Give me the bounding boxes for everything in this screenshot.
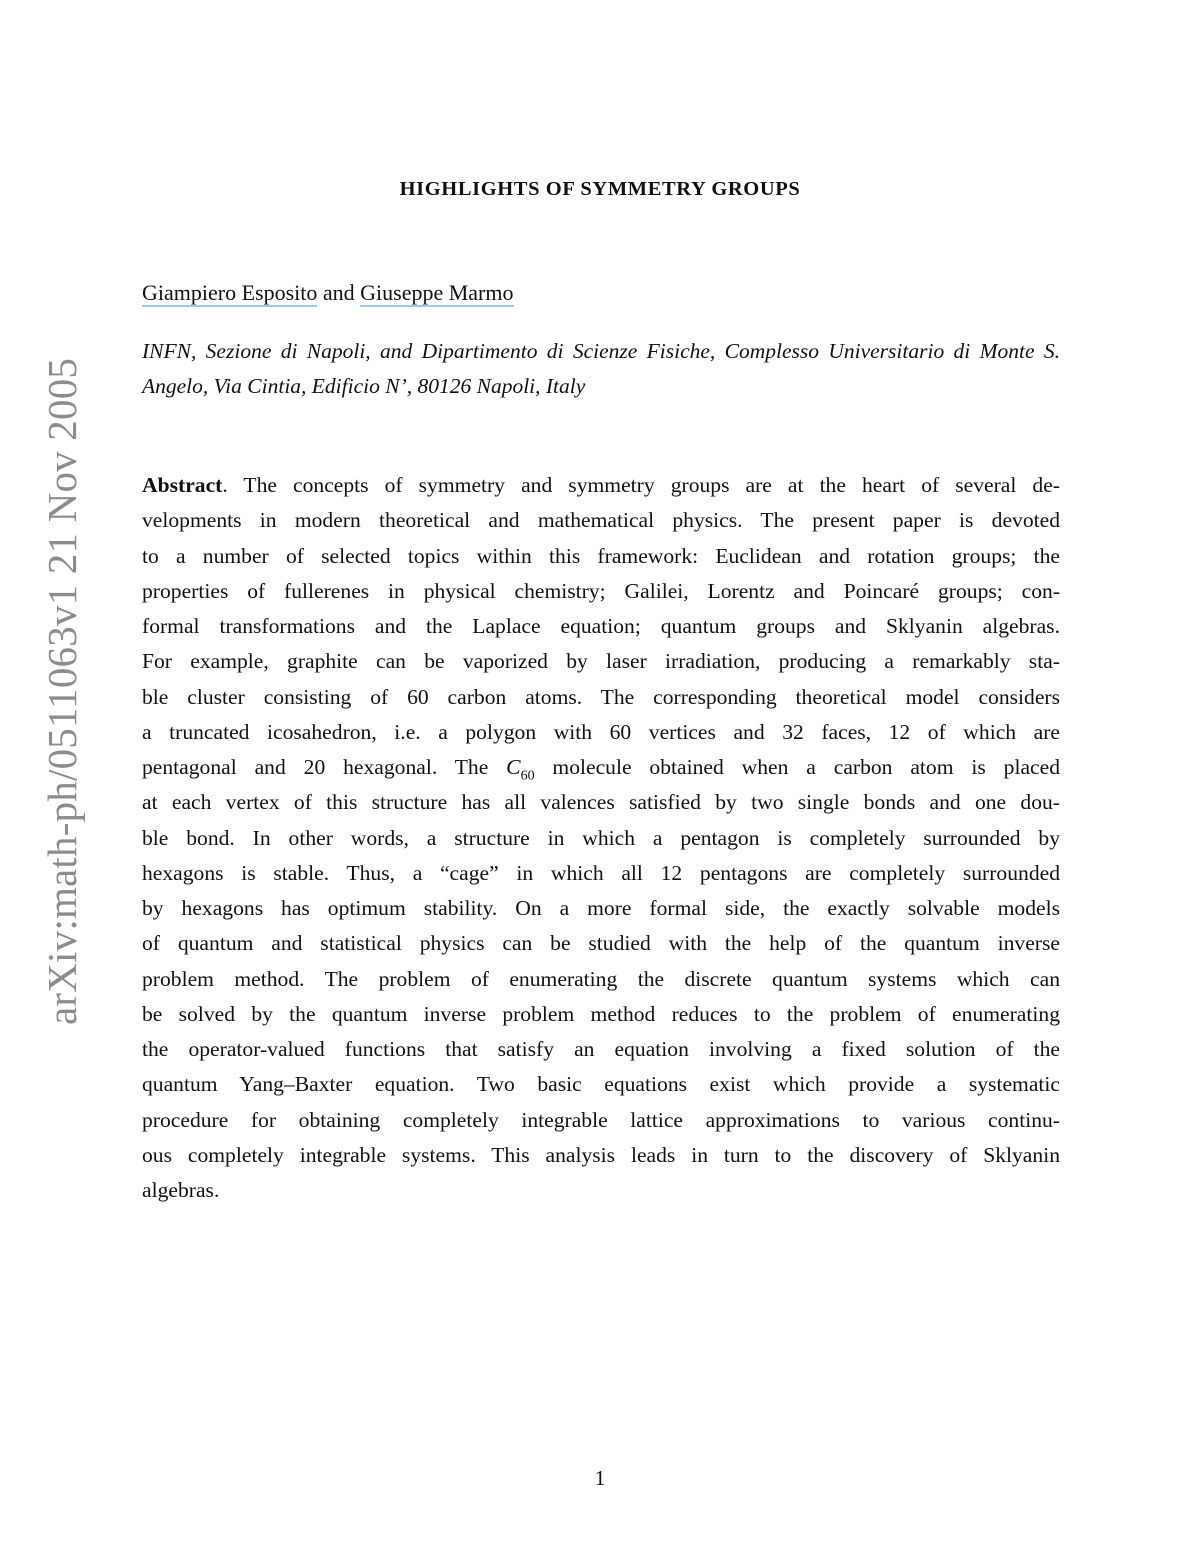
abstract-line: by hexagons has optimum stability. On a more formal side, the exactly solvable models: [142, 896, 1060, 920]
abstract-first-line-text: . The concepts of symmetry and symmetry groups are at the heart of several de-: [222, 473, 1060, 497]
abstract-text: molecule obtained when a carbon atom is placed: [534, 755, 1061, 779]
affiliation: INFN, Sezione di Napoli, and Dipartimento di Scienze Fisiche, Complesso Universitario di Monte S. Angelo, Via Cintia, Edificio N’, 80126 Napoli, Italy: [142, 339, 1060, 398]
author-list: [142, 280, 514, 306]
abstract-last-line: algebras.: [142, 1178, 220, 1202]
abstract: [142, 468, 1060, 1208]
author-link-esposito[interactable]: Giampiero Esposito: [142, 280, 318, 305]
c60-symbol: [506, 755, 535, 784]
page-number: 1: [594, 1466, 606, 1490]
abstract-line: of quantum and statistical physics can be studied with the help of the quantum inverse: [142, 931, 1060, 956]
abstract-line: ous completely integrable systems. This analysis leads in turn to the discovery of Sklyanin: [142, 1142, 1060, 1167]
abstract-line: to a number of selected topics within this framework: Euclidean and rotation groups; the: [142, 543, 1060, 568]
abstract-line: a truncated icosahedron, i.e. a polygon with 60 vertices and 32 faces, 12 of which are: [142, 719, 1060, 744]
author-link-marmo[interactable]: Giuseppe Marmo: [360, 280, 514, 305]
paper-title: HIGHLIGHTS OF SYMMETRY GROUPS: [399, 178, 801, 200]
abstract-line: ble bond. In other words, a structure in which a pentagon is completely surrounded by: [142, 825, 1060, 850]
abstract-line: velopments in modern theoretical and mathematical physics. The present paper is devoted: [142, 508, 1060, 533]
abstract-line: [142, 750, 1060, 785]
abstract-text: pentagonal and 20 hexagonal. The: [142, 755, 507, 779]
abstract-line: the operator-valued functions that satisfy an equation involving a fixed solution of the: [142, 1037, 1060, 1061]
math-letter: C: [506, 755, 521, 779]
arxiv-identifier-stamp: arXiv:math-ph/0511063v1 21 Nov 2005: [39, 357, 85, 1025]
abstract-line: properties of fullerenes in physical chemistry; Galilei, Lorentz and Poincaré groups; con-: [142, 578, 1060, 603]
abstract-line: procedure for obtaining completely integrable lattice approximations to various continu-: [142, 1107, 1060, 1132]
abstract-line: be solved by the quantum inverse problem method reduces to the problem of enumerating: [142, 1001, 1060, 1026]
abstract-line: [142, 468, 1060, 503]
abstract-line: hexagons is stable. Thus, a “cage” in which all 12 pentagons are completely surrounded: [142, 860, 1060, 885]
author-conjunction: and: [317, 280, 361, 305]
abstract-line: formal transformations and the Laplace equation; quantum groups and Sklyanin algebras.: [142, 614, 1060, 638]
abstract-line: problem method. The problem of enumerating the discrete quantum systems which can: [142, 966, 1060, 991]
abstract-line: For example, graphite can be vaporized by laser irradiation, producing a remarkably sta-: [142, 649, 1060, 674]
abstract-line: ble cluster consisting of 60 carbon atoms. The corresponding theoretical model considers: [142, 684, 1060, 709]
abstract-label: Abstract: [142, 473, 223, 497]
abstract-line: at each vertex of this structure has all valences satisfied by two single bonds and one dou-: [142, 790, 1060, 815]
abstract-line: quantum Yang–Baxter equation. Two basic equations exist which provide a systematic: [142, 1072, 1060, 1097]
math-subscript: 60: [520, 768, 535, 784]
